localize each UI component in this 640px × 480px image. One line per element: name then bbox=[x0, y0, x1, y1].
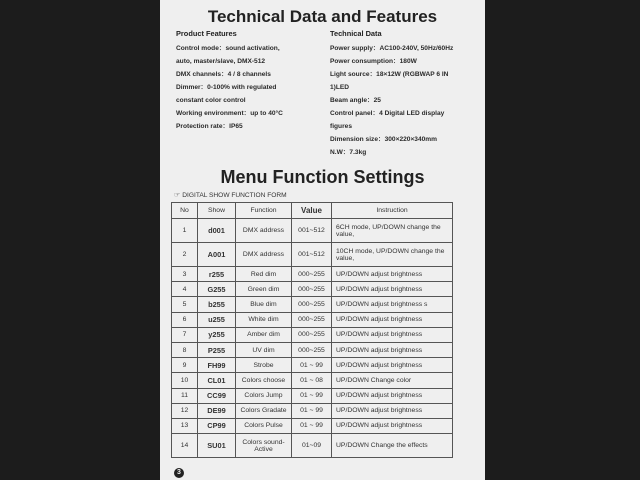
tech-line: Control panel：4 Digital LED display bbox=[330, 110, 445, 117]
cell-function: Strobe bbox=[236, 358, 292, 373]
cell-no: 1 bbox=[172, 219, 198, 243]
cell-function: White dim bbox=[236, 312, 292, 327]
cell-value: 000~255 bbox=[292, 297, 332, 312]
header-value: Value bbox=[292, 203, 332, 219]
cell-value: 000~255 bbox=[292, 342, 332, 357]
header-instruction: Instruction bbox=[332, 203, 453, 219]
cell-no: 7 bbox=[172, 327, 198, 342]
table-header-row bbox=[172, 203, 453, 219]
cell-no: 14 bbox=[172, 434, 198, 458]
cell-value: 01 ~ 99 bbox=[292, 418, 332, 433]
table-row bbox=[172, 373, 453, 388]
tech-line: figures bbox=[330, 123, 352, 130]
page-number: 3 bbox=[174, 468, 184, 478]
cell-instruction: UP/DOWN adjust brightness bbox=[332, 342, 453, 357]
feature-line: auto, master/slave, DMX-512 bbox=[176, 58, 266, 65]
tech-line: 1)LED bbox=[330, 84, 350, 91]
cell-function: Amber dim bbox=[236, 327, 292, 342]
cell-instruction: UP/DOWN adjust brightness bbox=[332, 418, 453, 433]
cell-instruction: UP/DOWN adjust brightness bbox=[332, 327, 453, 342]
cell-function: Blue dim bbox=[236, 297, 292, 312]
cell-instruction: UP/DOWN Change color bbox=[332, 373, 453, 388]
table-row bbox=[172, 312, 453, 327]
menu-function-table bbox=[171, 202, 453, 458]
cell-no: 6 bbox=[172, 312, 198, 327]
feature-line: DMX channels：4 / 8 channels bbox=[176, 71, 271, 78]
tech-data-heading: Technical Data and Features bbox=[207, 7, 438, 26]
feature-line: Working environment：up to 40°C bbox=[176, 110, 283, 117]
cell-instruction: UP/DOWN adjust brightness s bbox=[332, 297, 453, 312]
tech-line: Beam angle：25 bbox=[330, 97, 381, 104]
menu-settings-heading: Menu Function Settings bbox=[220, 167, 425, 187]
cell-instruction: 10CH mode, UP/DOWN change the value, bbox=[332, 243, 453, 267]
cell-function: Colors sound-Active bbox=[236, 434, 292, 458]
product-features-list bbox=[176, 42, 283, 133]
feature-line: Protection rate：IP65 bbox=[176, 123, 243, 130]
product-features-heading: Product Features bbox=[176, 29, 237, 38]
cell-no: 11 bbox=[172, 388, 198, 403]
cell-value: 001~512 bbox=[292, 243, 332, 267]
tech-line: Dimension size：300×220×340mm bbox=[330, 136, 438, 143]
cell-no: 5 bbox=[172, 297, 198, 312]
cell-show: CP99 bbox=[198, 418, 236, 433]
pointing-hand-icon: ☞ bbox=[174, 192, 181, 199]
header-show: Show bbox=[198, 203, 236, 219]
table-body bbox=[172, 219, 453, 458]
cell-function: Colors Gradate bbox=[236, 403, 292, 418]
table-row bbox=[172, 403, 453, 418]
table-row bbox=[172, 342, 453, 357]
table-row bbox=[172, 243, 453, 267]
cell-instruction: UP/DOWN adjust brightness bbox=[332, 388, 453, 403]
cell-show: d001 bbox=[198, 219, 236, 243]
cell-no: 12 bbox=[172, 403, 198, 418]
cell-value: 000~255 bbox=[292, 282, 332, 297]
cell-show: G255 bbox=[198, 282, 236, 297]
cell-instruction: 6CH mode, UP/DOWN change the value, bbox=[332, 219, 453, 243]
table-row bbox=[172, 297, 453, 312]
cell-show: CL01 bbox=[198, 373, 236, 388]
cell-show: SU01 bbox=[198, 434, 236, 458]
technical-data-heading: Technical Data bbox=[330, 29, 382, 38]
cell-instruction: UP/DOWN adjust brightness bbox=[332, 403, 453, 418]
cell-function: Red dim bbox=[236, 267, 292, 282]
header-no: No bbox=[172, 203, 198, 219]
cell-show: r255 bbox=[198, 267, 236, 282]
cell-value: 000~255 bbox=[292, 312, 332, 327]
table-row bbox=[172, 418, 453, 433]
cell-value: 01 ~ 99 bbox=[292, 388, 332, 403]
cell-instruction: UP/DOWN adjust brightness bbox=[332, 267, 453, 282]
cell-no: 13 bbox=[172, 418, 198, 433]
form-caption-text: DIGITAL SHOW FUNCTION FORM bbox=[182, 192, 287, 199]
cell-value: 01~09 bbox=[292, 434, 332, 458]
table-row bbox=[172, 358, 453, 373]
table-row bbox=[172, 282, 453, 297]
cell-value: 01 ~ 99 bbox=[292, 403, 332, 418]
cell-no: 2 bbox=[172, 243, 198, 267]
cell-no: 8 bbox=[172, 342, 198, 357]
technical-data-list bbox=[330, 42, 453, 159]
cell-value: 000~255 bbox=[292, 267, 332, 282]
form-caption bbox=[174, 191, 287, 199]
cell-instruction: UP/DOWN adjust brightness bbox=[332, 312, 453, 327]
cell-instruction: UP/DOWN adjust brightness bbox=[332, 282, 453, 297]
cell-value: 01 ~ 08 bbox=[292, 373, 332, 388]
tech-line: Power supply：AC100-240V, 50Hz/60Hz bbox=[330, 45, 454, 52]
cell-function: DMX address bbox=[236, 219, 292, 243]
cell-value: 01 ~ 99 bbox=[292, 358, 332, 373]
cell-function: Colors choose bbox=[236, 373, 292, 388]
cell-instruction: UP/DOWN adjust brightness bbox=[332, 358, 453, 373]
cell-function: DMX address bbox=[236, 243, 292, 267]
table-row bbox=[172, 267, 453, 282]
header-function: Function bbox=[236, 203, 292, 219]
tech-line: N.W：7.3kg bbox=[330, 149, 367, 156]
cell-show: A001 bbox=[198, 243, 236, 267]
cell-no: 3 bbox=[172, 267, 198, 282]
feature-line: Dimmer：0-100% with regulated bbox=[176, 84, 277, 91]
cell-function: UV dim bbox=[236, 342, 292, 357]
feature-line: Control mode：sound activation, bbox=[176, 45, 280, 52]
table-row bbox=[172, 219, 453, 243]
cell-show: FH99 bbox=[198, 358, 236, 373]
cell-show: y255 bbox=[198, 327, 236, 342]
tech-line: Light source：18×12W (RGBWAP 6 IN bbox=[330, 71, 449, 78]
feature-line: constant color control bbox=[176, 97, 246, 104]
table-row bbox=[172, 327, 453, 342]
cell-show: u255 bbox=[198, 312, 236, 327]
cell-function: Green dim bbox=[236, 282, 292, 297]
cell-show: CC99 bbox=[198, 388, 236, 403]
table-row bbox=[172, 388, 453, 403]
cell-instruction: UP/DOWN Change the effects bbox=[332, 434, 453, 458]
cell-value: 001~512 bbox=[292, 219, 332, 243]
cell-show: P255 bbox=[198, 342, 236, 357]
cell-no: 10 bbox=[172, 373, 198, 388]
cell-no: 4 bbox=[172, 282, 198, 297]
tech-line: Power consumption：180W bbox=[330, 58, 417, 65]
manual-page bbox=[160, 0, 485, 480]
table-row bbox=[172, 434, 453, 458]
cell-function: Colors Pulse bbox=[236, 418, 292, 433]
cell-function: Colors Jump bbox=[236, 388, 292, 403]
cell-show: DE99 bbox=[198, 403, 236, 418]
cell-show: b255 bbox=[198, 297, 236, 312]
cell-value: 000~255 bbox=[292, 327, 332, 342]
cell-no: 9 bbox=[172, 358, 198, 373]
